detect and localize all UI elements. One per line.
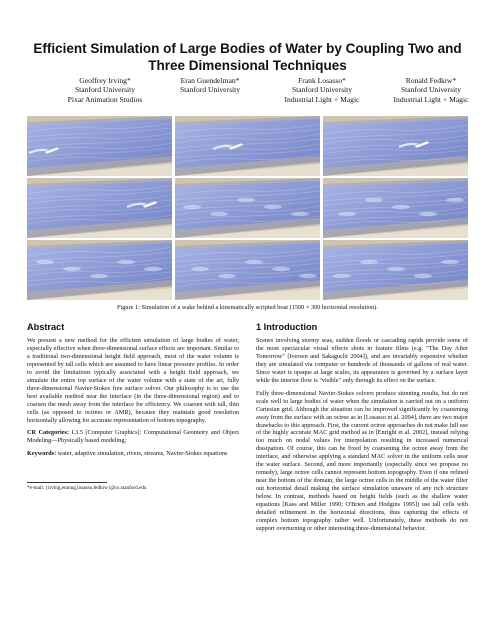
author-fedkiw <box>376 76 486 104</box>
right-column <box>256 321 468 538</box>
keywords-text: water, adaptive simulation, rivers, streams, Navier-Stokes equations <box>57 450 228 458</box>
water-render-image <box>175 240 320 300</box>
cr-categories-label: CR Categories: <box>27 429 70 437</box>
author-affiliation: Stanford University <box>400 85 462 95</box>
author-affiliation: Stanford University <box>291 85 353 95</box>
paper-title: Efficient Simulation of Large Bodies of Water by Coupling Two and Three Dimensional Techniques <box>33 41 462 73</box>
author-block <box>0 76 495 114</box>
author-affiliation-2: Industrial Light + Magic <box>393 94 469 104</box>
abstract-body: We present a new method for the efficient simulation of large bodies of water, especially effective when three-dimensional surface effects are important. Similar to a traditional two-dimensional height field approach, most of the water volume is represented by tall cells which are assumed to have linear pressure profiles. In order to avoid the limitations typically associated with a height field approach, we simulate the entire top surface of the water volume with a state of the art, fully three-dimensional Navier-Stokes free surface solver. Our philosophy is to use the best available method near the interface (in the three-dimensional region) and to coarsen the mesh away from the interface for efficiency. We coarsen with tall, thin cells (as opposed to octrees or AMR), because they maintain good resolution horizontally allowing for accurate representation of bottom topography. <box>27 337 239 424</box>
figure-panel-7 <box>27 240 172 300</box>
water-render-image <box>323 116 468 176</box>
author-affiliation-2: Industrial Light + Magic <box>284 94 360 104</box>
author-affiliation: Stanford University <box>74 85 136 95</box>
footnote-divider <box>27 482 107 483</box>
author-affiliation-2: Pixar Animation Studios <box>67 94 143 104</box>
water-render-image <box>27 240 172 300</box>
water-render-image <box>175 116 320 176</box>
author-affiliation: Stanford University <box>179 85 241 95</box>
author-name: Geoffrey Irving* <box>79 76 131 85</box>
author-name: Ronald Fedkiw* <box>405 76 457 85</box>
author-irving <box>50 76 160 104</box>
introduction-heading: 1 Introduction <box>256 322 318 332</box>
introduction-paragraph-2: Fully three-dimensional Navier-Stokes solvers produce stunning results, but do not scale well to large bodies of water when the simulation is carried out on a uniform Cartesian grid. Although the situation can be improved significantly by coarsening away from the surface with an octree as in [Losasso et al. 2004], there are two major drawbacks to this approach. First, the current octree approaches do not make full use of the highly accurate MAC grid method as in [Enright et al. 2002], instead relying too much on nodal values for interpolation resulting in increased numerical dissipation. Of course, this can be fixed by coarsening the octree away from the interface, and otherwise applying a standard MAC solver in the uniform cells near the water surface. Second, and more importantly (especially since we propose no remedy), large octree cells cannot represent bottom topography. Even if one refined near the bottom of the domain, the large octree cells in the middle of the water filter out horizontal detail making the surface simulation unaware of any rich structure below. In contrast, methods based on height fields (such as the shallow water equations [Kass and Miller 1990; O'Brien and Hodgins 1995]) use tall cells with detailed refinement in the horizontal directions, thus capturing the effects of complex bottom topography rather well. Unfortunately, these methods do not support overturning or other interesting three-dimensional behavior. <box>256 389 468 532</box>
figure-panel-1 <box>27 116 172 176</box>
figure-panel-9 <box>323 240 468 300</box>
figure-panel-6 <box>323 178 468 238</box>
cr-categories <box>27 429 239 445</box>
keywords-label: Keywords: <box>27 450 57 458</box>
figure-panel-4 <box>27 178 172 238</box>
water-render-image <box>27 116 172 176</box>
figure-panel-3 <box>323 116 468 176</box>
water-render-image <box>323 178 468 238</box>
introduction-paragraph-1: Scenes involving stormy seas, sudden floods or cascading rapids provide some of the most spectacular visual effects shots in feature films (e.g. "The Day After Tomorrow" [Iversen and Sakaguchi 2004]), and are invariably expensive whether they are simulated via computer or hundreds of thousands of gallons of real water. Since water is opaque at large scales, its appearance is governed by a surface layer while the interior flow is "visible" only through its effect on the surface. <box>256 337 468 384</box>
figure-caption: Figure 1: Simulation of a wake behind a kinematically scripted boat (1500 × 300 horizontal resolution). <box>117 304 378 311</box>
author-name: Frank Losasso* <box>298 76 346 85</box>
figure-panel-2 <box>175 116 320 176</box>
cr-categories-text: I.3.5 [Computer Graphics]: Computational Geometry and Object Modeling—Physically based modeling; <box>27 429 239 445</box>
figure-panel-5 <box>175 178 320 238</box>
keywords <box>27 450 239 458</box>
author-guendelman <box>160 76 260 95</box>
water-render-image <box>175 178 320 238</box>
author-losasso <box>268 76 376 104</box>
abstract-heading: Abstract <box>27 322 65 332</box>
figure-panel-8 <box>175 240 320 300</box>
left-column <box>27 321 239 492</box>
figure-1 <box>27 116 468 300</box>
water-render-image <box>27 178 172 238</box>
email-footnote: *e-mail: {irving,eranug,losasso,fedkiw}@cs.stanford.edu <box>27 485 147 492</box>
water-render-image <box>323 240 468 300</box>
author-name: Eran Guendelman* <box>180 76 240 85</box>
